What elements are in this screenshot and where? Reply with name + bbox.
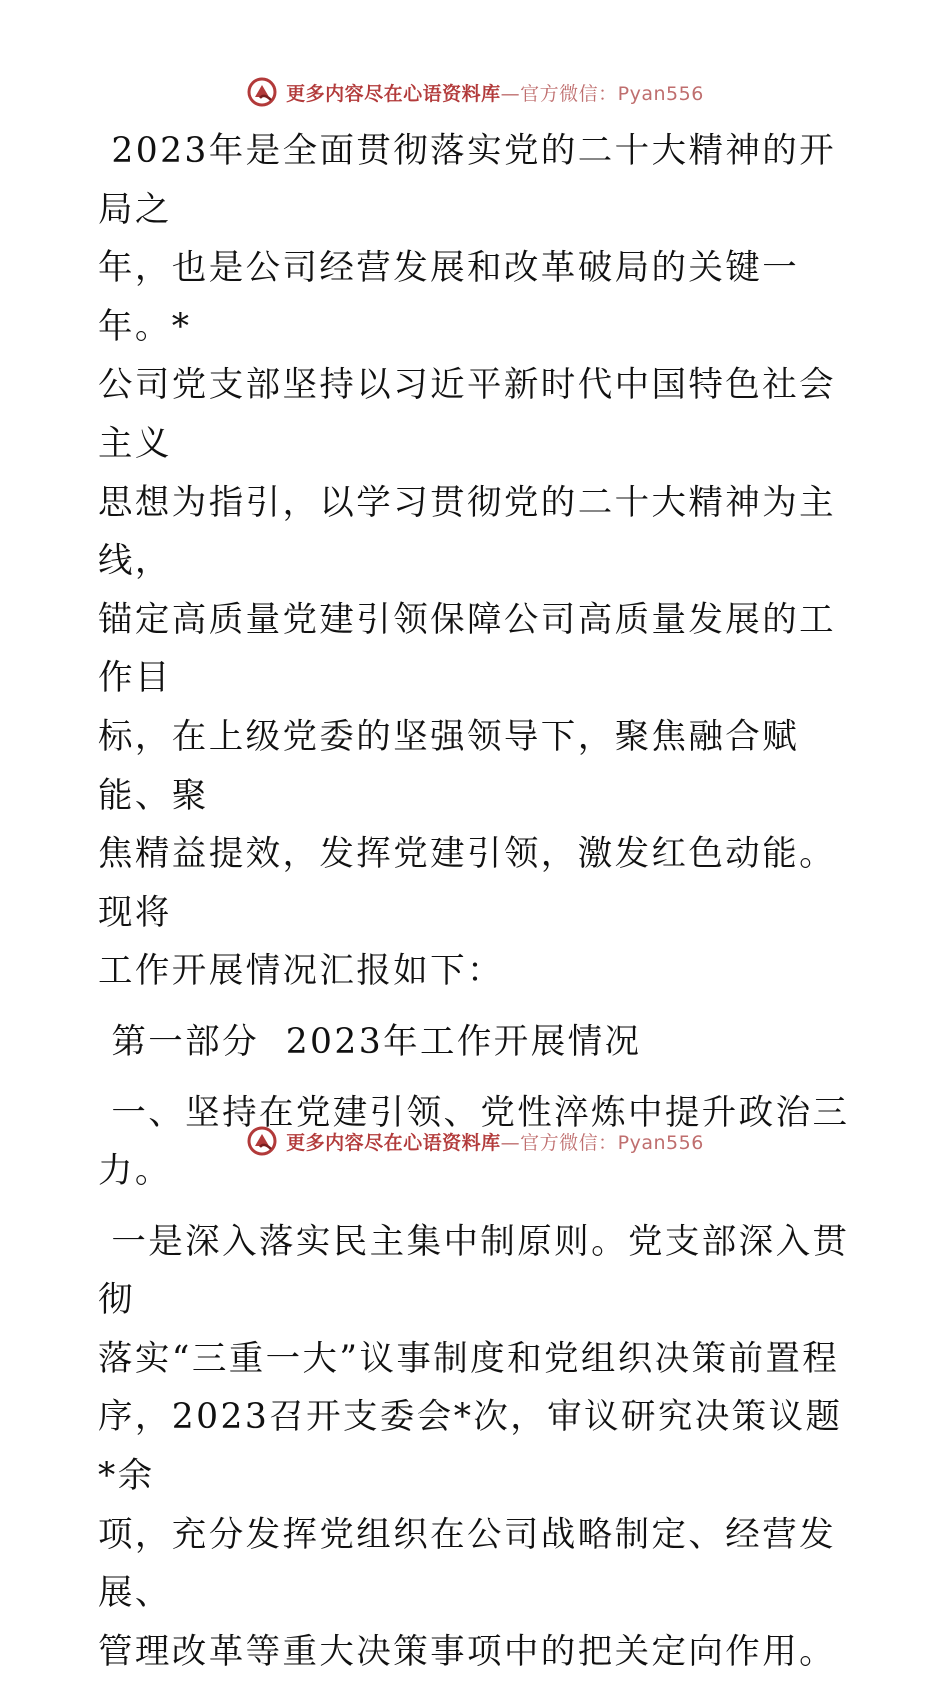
text-line: 工作开展情况汇报如下：: [98, 951, 504, 992]
intro-paragraph: [98, 122, 858, 1001]
text-line: 一、坚持在党建引领、党性淬炼中提升政治三: [98, 1092, 850, 1133]
watermark-contact: —官方微信：Pyan556: [500, 82, 704, 105]
text-line: 思想为指引，以学习贯彻党的二十大精神为主线，: [98, 482, 836, 582]
watermark-brand: 更多内容尽在心语资料库: [286, 82, 501, 105]
text-line: 落实“三重一大”议事制度和党组织决策前置程: [98, 1338, 840, 1379]
text-line: 2023年是全面贯彻落实党的二十大精神的开局之: [98, 131, 837, 230]
text-line: 年，也是公司经营发展和改革破局的关键一年。*: [98, 248, 800, 347]
text-line: 焦精益提效，发挥党建引领，激发红色动能。现将: [98, 834, 836, 933]
part-heading: 第一部分 2023年工作开展情况: [98, 1021, 642, 1062]
brand-logo-icon: [246, 76, 278, 108]
text-line: 序，2023召开支委会*次，审议研究决策议题*余: [98, 1397, 843, 1497]
text-line: 管理改革等重大决策事项中的把关定向作用。: [98, 1631, 836, 1672]
document-body: [98, 122, 858, 1681]
watermark-header: [0, 72, 950, 112]
item-paragraph: [98, 1213, 858, 1681]
brand-logo-icon: [246, 1125, 278, 1157]
text-line: 力。: [98, 1151, 172, 1192]
watermark-text: [286, 1128, 704, 1155]
text-line: 项，充分发挥党组织在公司战略制定、经营发展、: [98, 1514, 836, 1614]
text-line: 锚定高质量党建引领保障公司高质量发展的工作目: [98, 599, 836, 699]
text-line: 标，在上级党委的坚强领导下，聚焦融合赋能、聚: [98, 716, 800, 816]
watermark-brand: 更多内容尽在心语资料库: [286, 1131, 501, 1154]
watermark-contact: —官方微信：Pyan556: [500, 1131, 704, 1154]
watermark-text: [286, 79, 704, 106]
text-line: 公司党支部坚持以习近平新时代中国特色社会主义: [98, 365, 836, 464]
text-line: 一是深入落实民主集中制原则。党支部深入贯彻: [98, 1221, 850, 1321]
watermark-footer: [0, 1121, 950, 1161]
